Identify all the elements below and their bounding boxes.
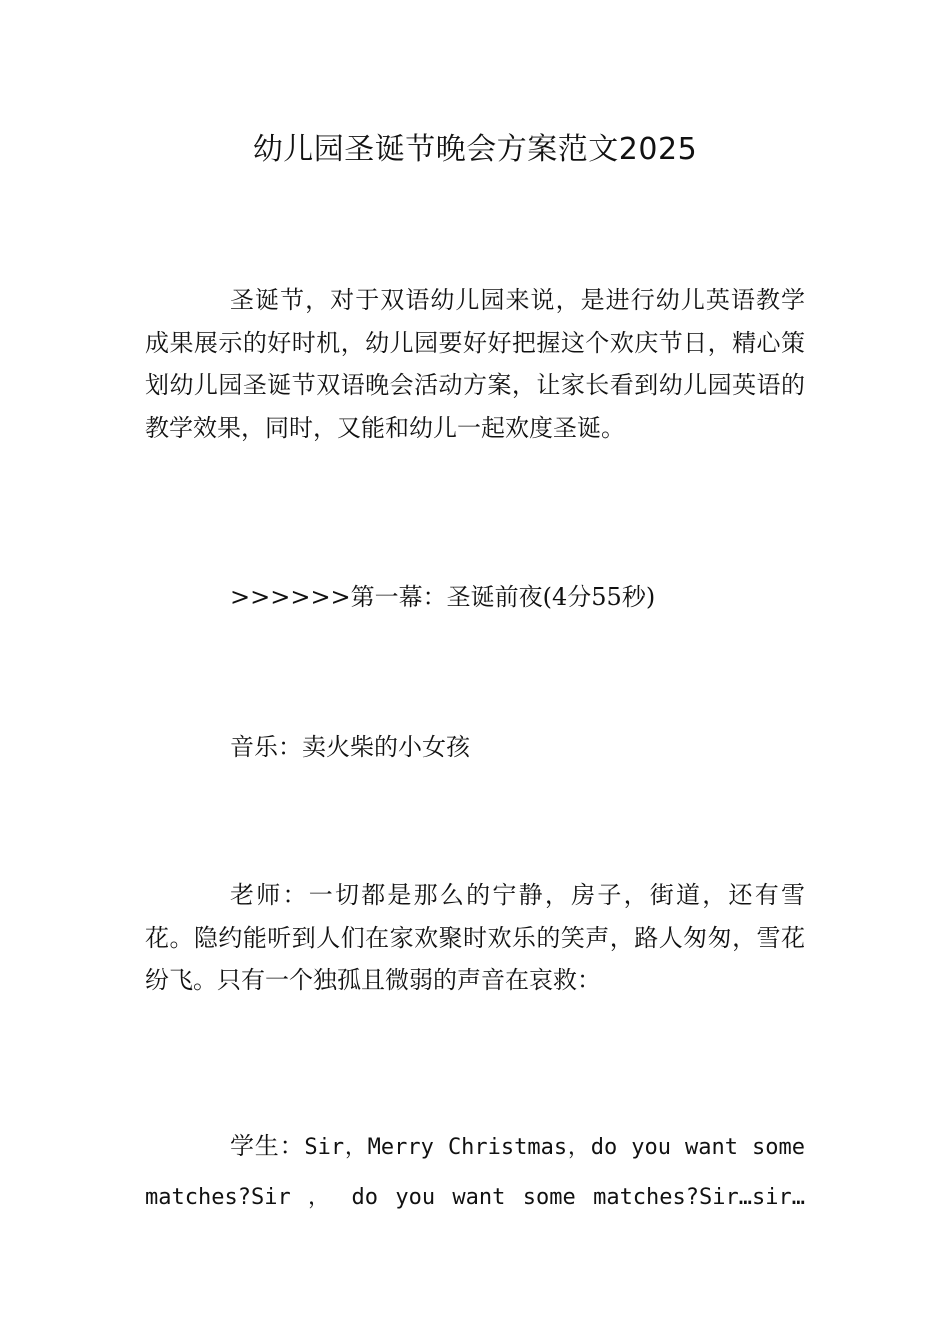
music-line: 音乐：卖火柴的小女孩	[230, 733, 470, 761]
student-speech-text: Sir，Merry Christmas，do you want some matches?Sir ， do you want some matches?Sir…sir…	[145, 1135, 806, 1210]
act-one-heading: >>>>>>第一幕：圣诞前夜(4分55秒)	[230, 583, 656, 611]
document-title: 幼儿园圣诞节晚会方案范文2025	[252, 132, 698, 167]
intro-paragraph: 圣诞节，对于双语幼儿园来说，是进行幼儿英语教学成果展示的好时机，幼儿园要好好把握这个欢庆节日，精心策划幼儿园圣诞节双语晚会活动方案，让家长看到幼儿园英语的教学效果，同时，又能和幼儿一起欢度圣诞。	[145, 286, 805, 442]
student-line	[145, 1122, 805, 1222]
teacher-line: 老师：一切都是那么的宁静，房子，街道，还有雪花。隐约能听到人们在家欢聚时欢乐的笑声，路人匆匆，雪花纷飞。只有一个独孤且微弱的声音在哀救：	[145, 881, 805, 994]
student-speaker-label: 学生：	[230, 1132, 305, 1160]
